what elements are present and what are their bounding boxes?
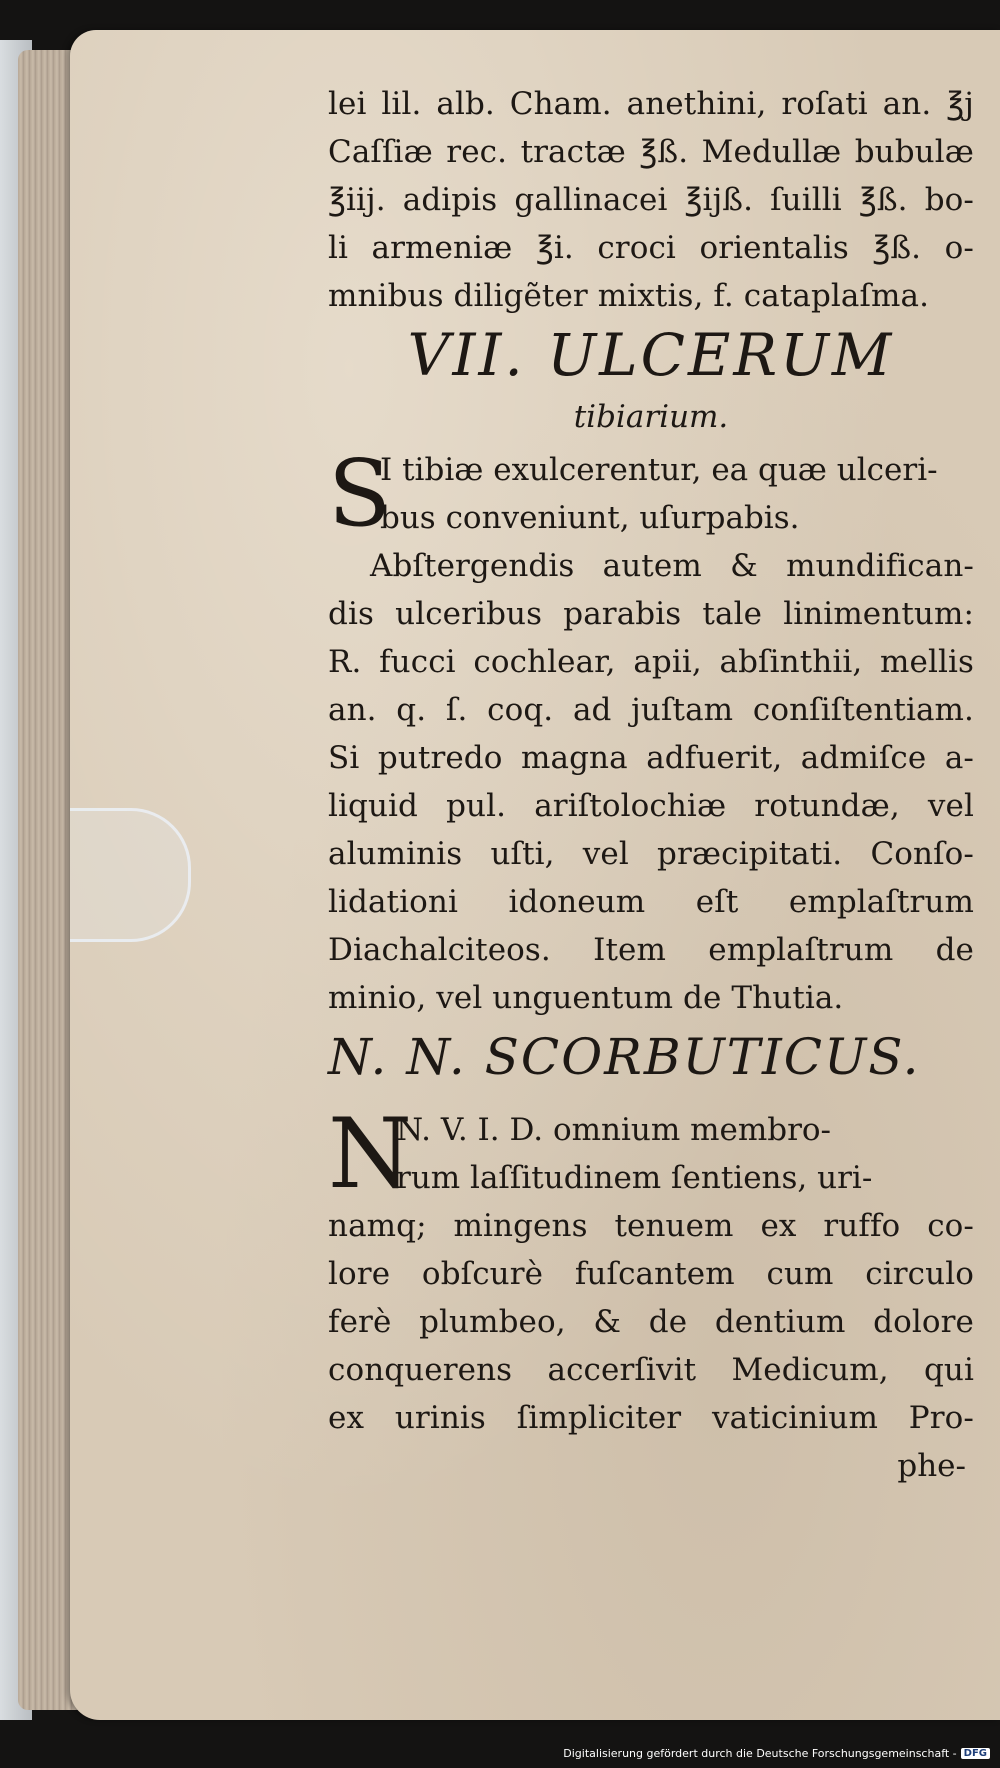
paragraph-1 [328, 440, 974, 547]
text-line: ex urinis ſimpliciter vaticinium Pro- [328, 1400, 974, 1436]
text-line: namq; mingens tenuem ex ruffo co- [328, 1208, 974, 1244]
text-line: Si putredo magna adfuerit, admiſce a- [328, 740, 974, 776]
digitization-footer [563, 1747, 990, 1760]
section-heading: N. N. SCORBUTICUS. [328, 1028, 921, 1086]
text-line: bus conveniunt, uſurpabis. [380, 500, 800, 536]
text-line: an. q. ſ. coq. ad juſtam conſiſtentiam. [328, 692, 974, 728]
text-line: li armeniæ ℥i. croci orientalis ℥ß. o- [328, 230, 974, 266]
catchword: phe- [897, 1448, 966, 1484]
drop-cap-s: S [328, 440, 392, 547]
text-line: N. V. I. D. omnium membro- [396, 1112, 832, 1148]
text-line: lore obſcurè fuſcantem cum circulo [328, 1256, 974, 1292]
paragraph-3 [328, 1098, 974, 1442]
text-line: Caſſiæ rec. tractæ ℥ß. Medullæ bubulæ [328, 134, 974, 170]
text-line: ℥iij. adipis gallinacei ℥ijß. ſuilli ℥ß. bo- [328, 182, 974, 218]
section-heading: VII. ULCERUM [407, 321, 895, 389]
page-text [328, 80, 974, 1490]
text-line: I tibiæ exulcerentur, ea quæ ulceri- [380, 452, 938, 488]
text-line: R. fucci cochlear, apii, abſinthii, mellis [328, 644, 974, 680]
drop-cap-n: N [328, 1098, 412, 1210]
text-line: dis ulceribus parabis tale linimentum: [328, 596, 974, 632]
footer-text: Digitalisierung gefördert durch die Deutsche Forschungsgemeinschaft - [563, 1747, 957, 1760]
page-clip [70, 808, 191, 942]
text-line: ferè plumbeo, & de dentium dolore [328, 1304, 974, 1340]
text-line: rum laſſitudinem ſentiens, uri- [396, 1160, 873, 1196]
paragraph-2 [328, 542, 974, 1022]
section-subheading: tibiarium. [573, 399, 729, 435]
dfg-logo: DFG [961, 1748, 990, 1759]
text-line: liquid pul. ariſtolochiæ rotundæ, vel [328, 788, 974, 824]
text-line: lei lil. alb. Cham. anethini, roſati an. ℥j [328, 86, 974, 122]
text-line: lidationi idoneum eſt emplaſtrum [328, 884, 974, 920]
text-line: mnibus diligẽter mixtis, f. cataplaſma. [328, 278, 930, 314]
text-line: conquerens accerſivit Medicum, qui [328, 1352, 974, 1388]
text-line: Diachalciteos. Item emplaſtrum de [328, 932, 974, 968]
text-line: aluminis uſti, vel præcipitati. Conſo- [328, 836, 974, 872]
text-line: minio, vel unguentum de Thutia. [328, 980, 844, 1016]
text-line: Abſtergendis autem & mundifican- [370, 548, 974, 584]
